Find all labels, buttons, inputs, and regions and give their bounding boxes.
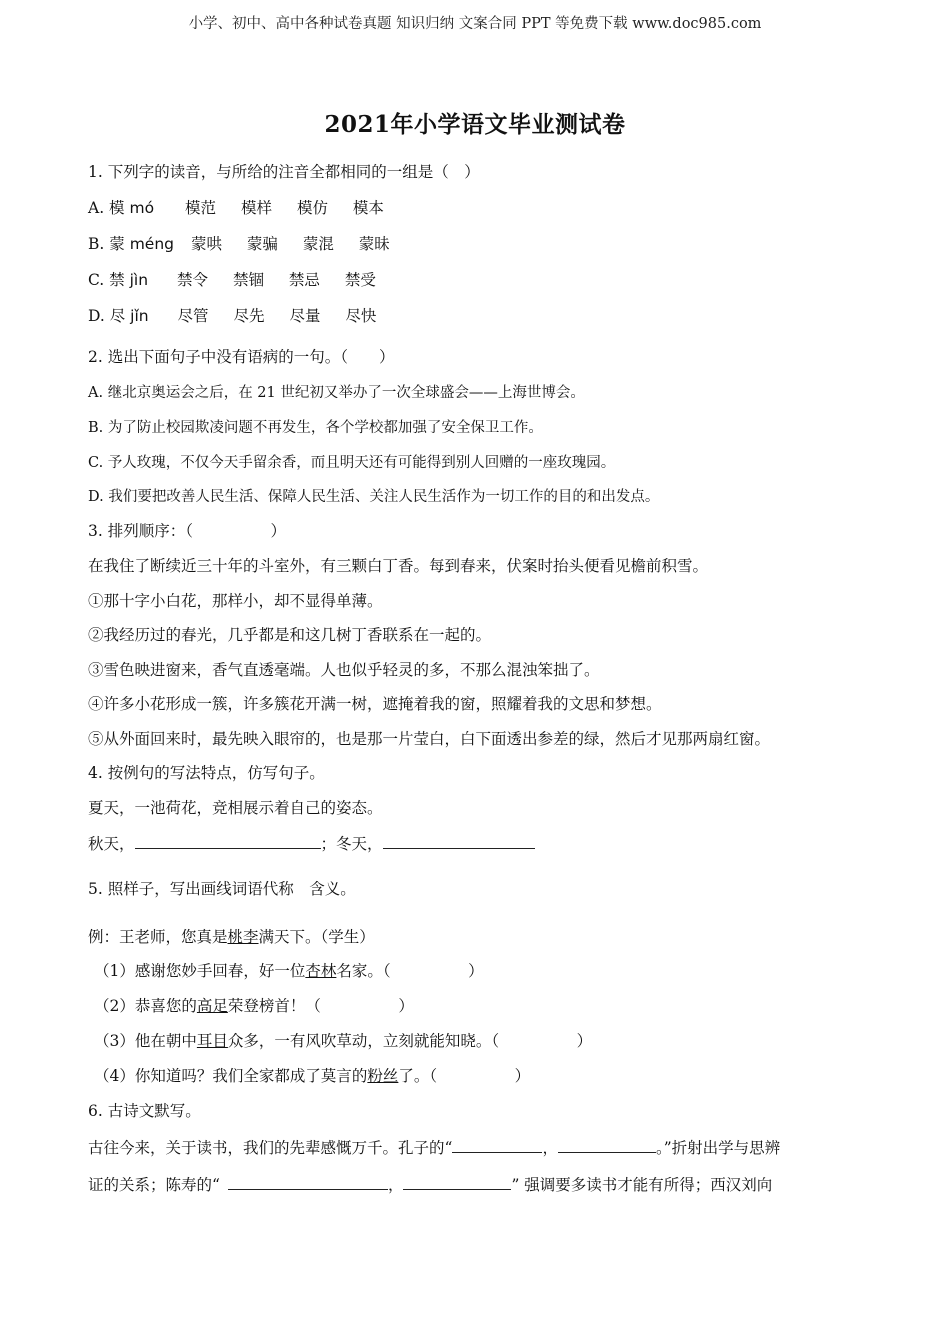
q4-answer-line xyxy=(88,832,535,855)
option-label: D. 尽 xyxy=(88,307,126,325)
word: 模范 xyxy=(185,199,217,217)
word: 蒙骗 xyxy=(246,235,278,253)
underlined-word: 桃李 xyxy=(227,928,259,946)
pinyin: méng xyxy=(129,235,174,253)
item-text: 众多，一有风吹草动，立刻就能知晓。（ ） xyxy=(227,1032,593,1050)
item-text: 了。（ ） xyxy=(398,1067,531,1085)
q3-item: ④许多小花形成一簇，许多簇花开满一树，遮掩着我的窗，照耀着我的文思和梦想。 xyxy=(88,695,662,713)
q2-option-d: D. 我们要把改善人民生活、保障人民生活、关注人民生活作为一切工作的目的和出发点。 xyxy=(88,489,660,505)
example-text: 例：王老师，您真是 xyxy=(88,928,228,946)
underlined-word: 杏林 xyxy=(305,962,337,980)
q5-stem: 5. 照样子，写出画线词语代称 含义。 xyxy=(88,880,356,898)
autumn-blank[interactable] xyxy=(135,832,321,849)
q2-option-c: C. 予人玫瑰，不仅今天手留余香，而且明天还有可能得到别人回赠的一座玫瑰园。 xyxy=(88,455,616,471)
q6-text: 。”折射出学与思辨 xyxy=(655,1139,781,1157)
q1-option-a xyxy=(88,197,384,219)
word: 禁令 xyxy=(176,271,208,289)
q5-item-2 xyxy=(94,995,414,1017)
q2-stem: 2. 选出下面句子中没有语病的一句。（ ） xyxy=(88,348,395,366)
option-label: B. 蒙 xyxy=(88,235,125,253)
q6-line-2 xyxy=(88,1173,772,1196)
q6-text: 古往今来，关于读书，我们的先辈感慨万千。孔子的“ xyxy=(88,1139,453,1157)
item-text: （1）感谢您妙手回春，好一位 xyxy=(94,962,306,980)
autumn-label: 秋天， xyxy=(88,835,135,853)
q6-text: 证的关系；陈寿的“ xyxy=(88,1176,220,1194)
item-text: （2）恭喜您的 xyxy=(94,997,197,1015)
poem-blank[interactable] xyxy=(452,1136,542,1153)
word: 蒙昧 xyxy=(358,235,390,253)
winter-label: ；冬天， xyxy=(320,835,383,853)
item-text: 荣登榜首！（ ） xyxy=(227,997,414,1015)
q6-stem: 6. 古诗文默写。 xyxy=(88,1102,201,1120)
q1-option-d xyxy=(88,305,376,327)
word: 模样 xyxy=(240,199,272,217)
q5-item-3 xyxy=(94,1030,592,1052)
q4-example: 夏天，一池荷花，竞相展示着自己的姿态。 xyxy=(88,799,383,817)
underlined-word: 高足 xyxy=(196,997,228,1015)
word: 尽快 xyxy=(345,307,377,325)
word: 禁受 xyxy=(344,271,376,289)
q1-stem: 1. 下列字的读音，与所给的注音全都相同的一组是（ ） xyxy=(88,163,480,181)
option-label: C. 禁 xyxy=(88,271,125,289)
q5-example xyxy=(88,926,375,948)
option-label: A. 模 xyxy=(88,199,125,217)
word: 尽先 xyxy=(233,307,265,325)
q2-option-a: A. 继北京奥运会之后，在 21 世纪初又举办了一次全球盛会——上海世博会。 xyxy=(88,385,585,401)
poem-blank[interactable] xyxy=(228,1173,388,1190)
pinyin: jǐn xyxy=(130,307,149,325)
item-text: （4）你知道吗？我们全家都成了莫言的 xyxy=(94,1067,368,1085)
page-header: 小学、初中、高中各种试卷真题 知识归纳 文案合同 PPT 等免费下载 www.doc985.com xyxy=(188,16,762,32)
pinyin: mó xyxy=(129,199,155,217)
word: 禁忌 xyxy=(288,271,320,289)
q5-item-4 xyxy=(94,1065,530,1087)
word: 尽管 xyxy=(177,307,209,325)
item-text: （3）他在朝中 xyxy=(94,1032,197,1050)
q5-item-1 xyxy=(94,960,484,982)
q6-text: ” 强调要多读书才能有所得；西汉刘向 xyxy=(511,1176,773,1194)
q3-item: ③雪色映进窗来，香气直透毫端。人也似乎轻灵的多，不那么混浊笨拙了。 xyxy=(88,661,600,679)
q4-stem: 4. 按例句的写法特点，仿写句子。 xyxy=(88,764,325,782)
pinyin: jìn xyxy=(129,271,149,289)
word: 蒙哄 xyxy=(190,235,222,253)
poem-blank[interactable] xyxy=(403,1173,511,1190)
word: 模本 xyxy=(352,199,384,217)
q6-line-1 xyxy=(88,1136,780,1159)
q3-stem: 3. 排列顺序：（ ） xyxy=(88,522,286,540)
word: 禁锢 xyxy=(232,271,264,289)
q6-text: ， xyxy=(542,1139,558,1157)
page-title: 2021年小学语文毕业测试卷 xyxy=(324,111,626,138)
word: 蒙混 xyxy=(302,235,334,253)
underlined-word: 耳目 xyxy=(196,1032,228,1050)
q3-item: ⑤从外面回来时，最先映入眼帘的，也是那一片莹白，白下面透出参差的绿，然后才见那两扇红窗。 xyxy=(88,730,771,748)
q3-item: ②我经历过的春光，几乎都是和这几树丁香联系在一起的。 xyxy=(88,626,492,644)
q1-option-b xyxy=(88,233,390,255)
example-text: 满天下。（学生） xyxy=(258,928,375,946)
q2-option-b: B. 为了防止校园欺凌问题不再发生，各个学校都加强了安全保卫工作。 xyxy=(88,420,543,436)
q3-intro: 在我住了断续近三十年的斗室外，有三颗白丁香。每到春来，伏案时抬头便看见檐前积雪。 xyxy=(88,557,709,575)
word: 模仿 xyxy=(296,199,328,217)
underlined-word: 粉丝 xyxy=(367,1067,399,1085)
q6-text: ， xyxy=(387,1176,404,1194)
winter-blank[interactable] xyxy=(383,832,535,849)
word: 尽量 xyxy=(289,307,321,325)
item-text: 名家。（ ） xyxy=(336,962,484,980)
q3-item: ①那十字小白花，那样小，却不显得单薄。 xyxy=(88,592,383,610)
poem-blank[interactable] xyxy=(558,1136,656,1153)
q1-option-c xyxy=(88,269,376,291)
